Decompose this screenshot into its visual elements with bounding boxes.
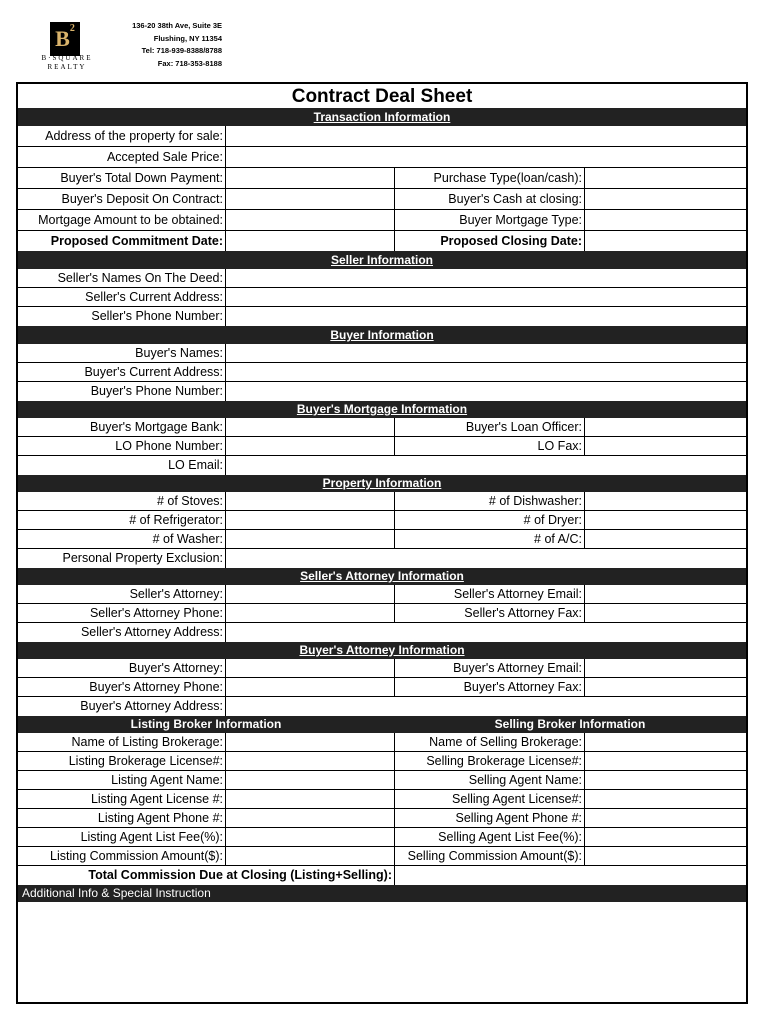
label-buyer-attorney: Buyer's Attorney: [128, 661, 223, 675]
row-agent-license [18, 790, 746, 809]
label-down-payment: Buyer's Total Down Payment: [60, 171, 223, 185]
label-seller-attorney-phone: Seller's Attorney Phone: [89, 606, 223, 620]
contract-deal-sheet-form [16, 82, 748, 1004]
label-seller-attorney-email: Seller's Attorney Email: [453, 587, 582, 601]
row-accepted-price [18, 147, 746, 168]
label-seller-attorney-fax: Seller's Attorney Fax: [464, 606, 582, 620]
section-header-additional [18, 885, 746, 902]
label-selling-agent-license: Selling Agent License#: [452, 792, 582, 806]
company-name: B·SQUARE REALTY [41, 54, 93, 71]
row-seller-attorney [18, 585, 746, 604]
additional-info-area[interactable] [18, 902, 746, 1002]
label-listing-agent-license: Listing Agent License #: [90, 792, 223, 806]
label-listing-license: Listing Brokerage License#: [68, 754, 223, 768]
label-mortgage-type: Buyer Mortgage Type: [459, 213, 582, 227]
row-buyer-attorney [18, 659, 746, 678]
label-washer: # of Washer: [152, 532, 223, 546]
section-header-brokers [18, 716, 746, 733]
label-selling-brokerage: Name of Selling Brokerage: [429, 735, 582, 749]
label-buyer-attorney-address: Buyer's Attorney Address: [80, 699, 223, 713]
label-dryer: # of Dryer: [523, 513, 582, 527]
label-selling-fee: Selling Agent List Fee(%): [438, 830, 582, 844]
row-brokerage [18, 733, 746, 752]
row-seller-attorney-phone [18, 604, 746, 623]
row-buyer-names [18, 344, 746, 363]
label-loan-officer: Buyer's Loan Officer: [465, 420, 582, 434]
label-listing-brokerage: Name of Listing Brokerage: [71, 735, 223, 749]
label-refrigerator: # of Refrigerator: [129, 513, 223, 527]
row-buyer-phone [18, 382, 746, 401]
section-header-selling-broker: Selling Broker Information [494, 717, 646, 731]
row-mortgage-bank [18, 418, 746, 437]
label-buyer-attorney-fax: Buyer's Attorney Fax: [463, 680, 582, 694]
label-selling-license: Selling Brokerage License#: [426, 754, 582, 768]
row-deposit [18, 189, 746, 210]
label-cash-closing: Buyer's Cash at closing: [448, 192, 582, 206]
row-down-payment [18, 168, 746, 189]
label-total-commission: Total Commission Due at Closing (Listing+Selling): [88, 868, 392, 882]
section-header-seller-attorney: Seller's Attorney Information [18, 568, 746, 585]
row-dates [18, 231, 746, 251]
section-header-mortgage: Buyer's Mortgage Information [18, 401, 746, 418]
row-total-commission [18, 866, 746, 885]
row-agent-phone [18, 809, 746, 828]
row-seller-phone [18, 307, 746, 326]
label-lo-phone: LO Phone Number: [115, 439, 223, 453]
label-closing-date: Proposed Closing Date: [440, 234, 582, 248]
label-buyer-address: Buyer's Current Address: [84, 365, 223, 379]
fax: Fax: 718-353-8188 [157, 58, 222, 68]
additional-info-label: Additional Info & Special Instruction [22, 886, 211, 900]
label-lo-email: LO Email: [168, 458, 223, 472]
label-personal-exclusion: Personal Property Exclusion: [62, 551, 223, 565]
address-line-1: 136-20 38th Ave, Suite 3E [132, 21, 222, 30]
label-buyer-attorney-email: Buyer's Attorney Email: [453, 661, 582, 675]
row-seller-names [18, 269, 746, 288]
label-listing-commission: Listing Commission Amount($): [50, 849, 223, 863]
label-ac: # of A/C: [534, 532, 582, 546]
letterhead [20, 14, 260, 80]
row-seller-attorney-address [18, 623, 746, 642]
company-logo: $B^2$ [50, 22, 80, 56]
label-seller-names: Seller's Names On The Deed: [57, 271, 223, 285]
section-header-seller: Seller Information [18, 251, 746, 269]
label-seller-phone: Seller's Phone Number: [91, 309, 223, 323]
section-header-buyer: Buyer Information [18, 326, 746, 344]
label-deposit: Buyer's Deposit On Contract: [61, 192, 223, 206]
row-lo-phone [18, 437, 746, 456]
row-address [18, 126, 746, 147]
row-washer [18, 530, 746, 549]
row-seller-address [18, 288, 746, 307]
label-seller-attorney-address: Seller's Attorney Address: [80, 625, 223, 639]
label-address: Address of the property for sale: [45, 129, 223, 143]
label-purchase-type: Purchase Type(loan/cash): [433, 171, 582, 185]
label-lo-fax: LO Fax: [537, 439, 582, 453]
label-selling-commission: Selling Commission Amount($): [407, 849, 582, 863]
label-seller-address: Seller's Current Address: [85, 290, 223, 304]
label-listing-agent-phone: Listing Agent Phone #: [97, 811, 223, 825]
label-listing-fee: Listing Agent List Fee(%): [80, 830, 223, 844]
row-brokerage-license [18, 752, 746, 771]
address-line-2: Flushing, NY 11354 [153, 33, 222, 43]
label-buyer-names: Buyer's Names: [135, 346, 223, 360]
telephone: Tel: 718-939-8388/8788 [141, 46, 222, 55]
row-lo-email [18, 456, 746, 475]
section-header-transaction: Transaction Information [18, 108, 746, 126]
row-stoves [18, 492, 746, 511]
label-commitment-date: Proposed Commitment Date: [50, 234, 223, 248]
row-personal-exclusion [18, 549, 746, 568]
label-accepted-price: Accepted Sale Price: [106, 150, 223, 164]
row-commission [18, 847, 746, 866]
label-stoves: # of Stoves: [156, 494, 223, 508]
row-buyer-attorney-phone [18, 678, 746, 697]
row-mortgage-amount [18, 210, 746, 231]
label-buyer-phone: Buyer's Phone Number: [90, 384, 223, 398]
label-buyer-attorney-phone: Buyer's Attorney Phone: [89, 680, 223, 694]
row-agent-name [18, 771, 746, 790]
page-title: Contract Deal Sheet [291, 86, 473, 107]
section-header-listing-broker: Listing Broker Information [130, 717, 282, 731]
row-buyer-attorney-address [18, 697, 746, 716]
label-listing-agent: Listing Agent Name: [111, 773, 223, 787]
label-mortgage-bank: Buyer's Mortgage Bank: [89, 420, 223, 434]
label-dishwasher: # of Dishwasher: [488, 494, 582, 508]
row-agent-fee [18, 828, 746, 847]
label-seller-attorney: Seller's Attorney: [129, 587, 223, 601]
row-buyer-address [18, 363, 746, 382]
label-selling-agent: Selling Agent Name: [468, 773, 582, 787]
row-refrigerator [18, 511, 746, 530]
label-mortgage-amount: Mortgage Amount to be obtained: [38, 213, 223, 227]
section-header-buyer-attorney: Buyer's Attorney Information [18, 642, 746, 659]
label-selling-agent-phone: Selling Agent Phone #: [455, 811, 582, 825]
company-address [110, 20, 222, 70]
section-header-property: Property Information [18, 475, 746, 492]
